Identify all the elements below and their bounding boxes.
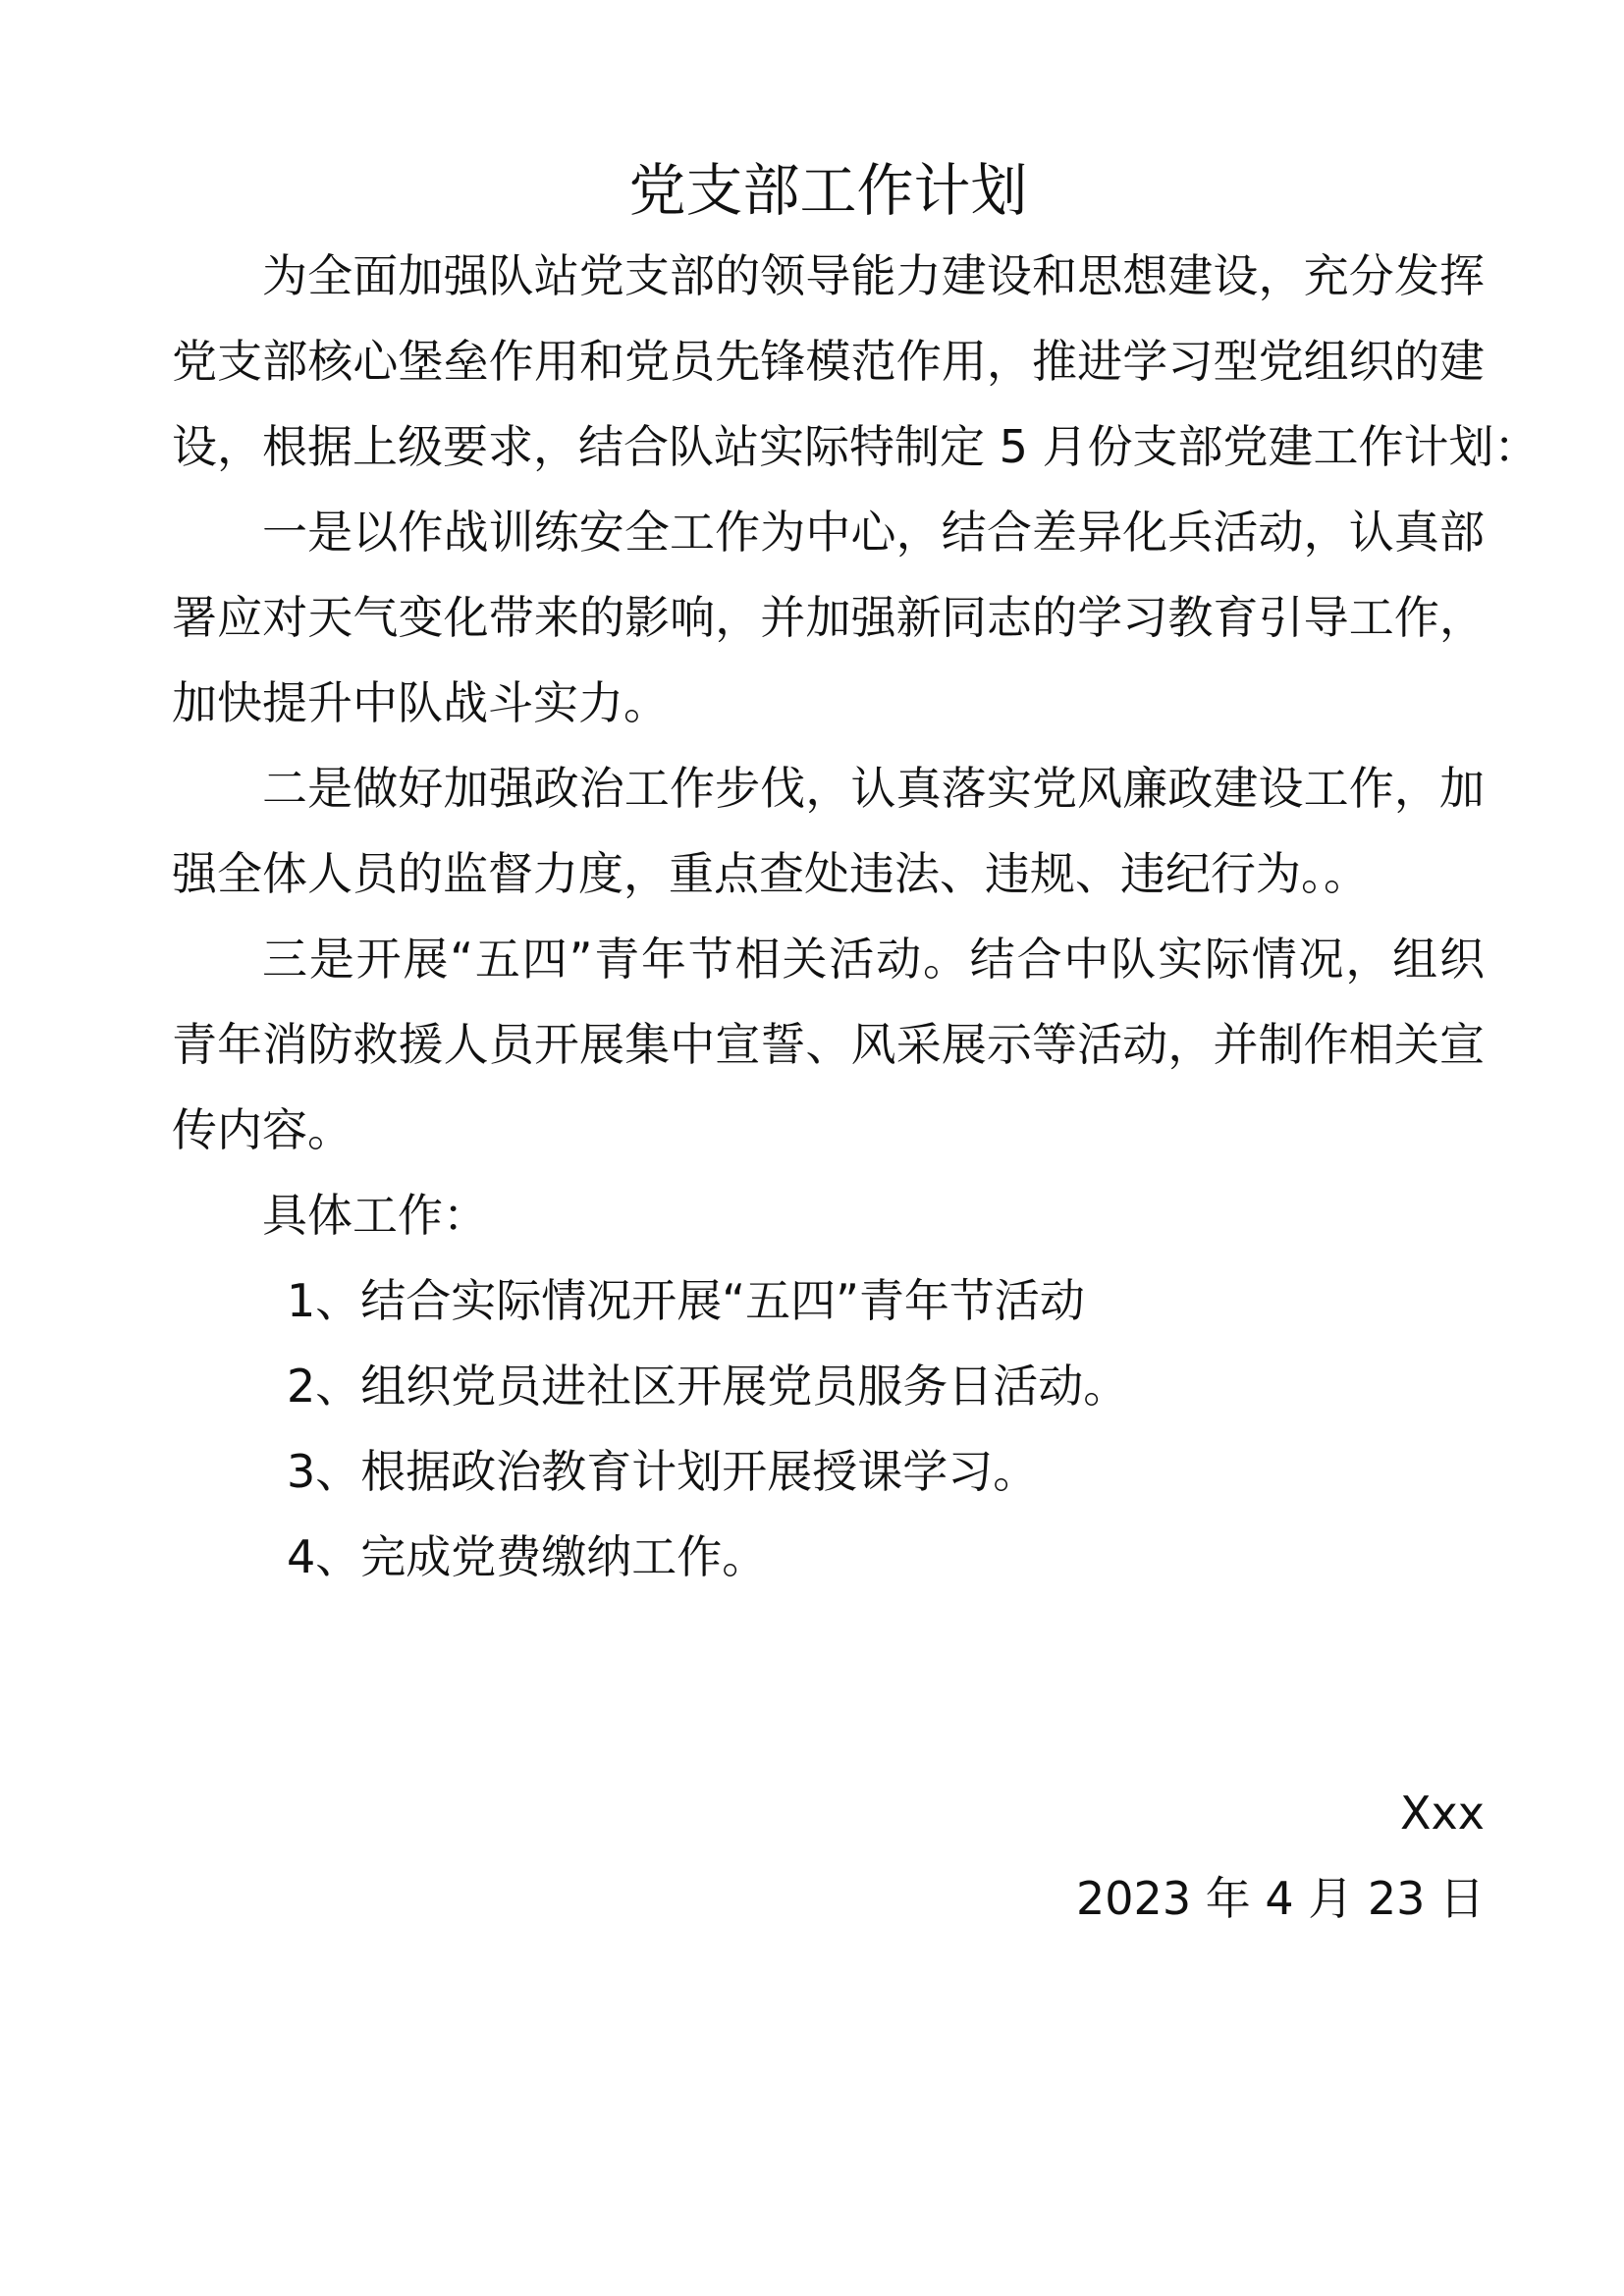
text-line: 设，根据上级要求，结合队站实际特制定 5 月份支部党建工作计划： xyxy=(172,420,1540,473)
point-3-paragraph xyxy=(172,917,1485,1173)
text-line: 二是做好加强政治工作步伐，认真落实党风廉政建设工作，加 xyxy=(262,762,1485,815)
point-1-paragraph xyxy=(172,490,1485,746)
task-item: 4、完成党费缴纳工作。 xyxy=(287,1530,768,1583)
text-line: 一是以作战训练安全工作为中心，结合差异化兵活动，认真部 xyxy=(262,506,1485,559)
text-line: 强全体人员的监督力度，重点查处违法、违规、违纪行为。。 xyxy=(172,847,1369,900)
text-line: 署应对天气变化带来的影响，并加强新同志的学习教育引导工作， xyxy=(172,591,1485,644)
task-list xyxy=(172,1258,1485,1600)
document-date: 2023 年 4 月 23 日 xyxy=(1076,1872,1485,1925)
text-line: 为全面加强队站党支部的领导能力建设和思想建设，充分发挥 xyxy=(262,249,1485,302)
text-line: 传内容。 xyxy=(172,1103,352,1156)
document-page xyxy=(172,148,1540,1942)
text-line: 三是开展“五四”青年节相关活动。结合中队实际情况，组织 xyxy=(262,933,1485,986)
spacer xyxy=(172,1600,1485,1685)
text-line: 加快提升中队战斗实力。 xyxy=(172,676,669,729)
text-line: 青年消防救援人员开展集中宣誓、风采展示等活动，并制作相关宣 xyxy=(172,1018,1485,1071)
text-line: 党支部核心堡垒作用和党员先锋模范作用，推进学习型党组织的建 xyxy=(172,335,1485,388)
document-title: 党支部工作计划 xyxy=(628,157,1028,224)
task-item: 1、结合实际情况开展“五四”青年节活动 xyxy=(287,1274,1085,1327)
point-2-paragraph xyxy=(172,746,1485,917)
signature: Xxx xyxy=(1400,1787,1485,1840)
task-item: 2、组织党员进社区开展党员服务日活动。 xyxy=(287,1360,1129,1413)
task-item: 3、根据政治教育计划开展授课学习。 xyxy=(287,1445,1039,1498)
spacer xyxy=(172,1685,1485,1771)
tasks-heading: 具体工作： xyxy=(262,1189,488,1242)
intro-paragraph xyxy=(172,234,1540,490)
